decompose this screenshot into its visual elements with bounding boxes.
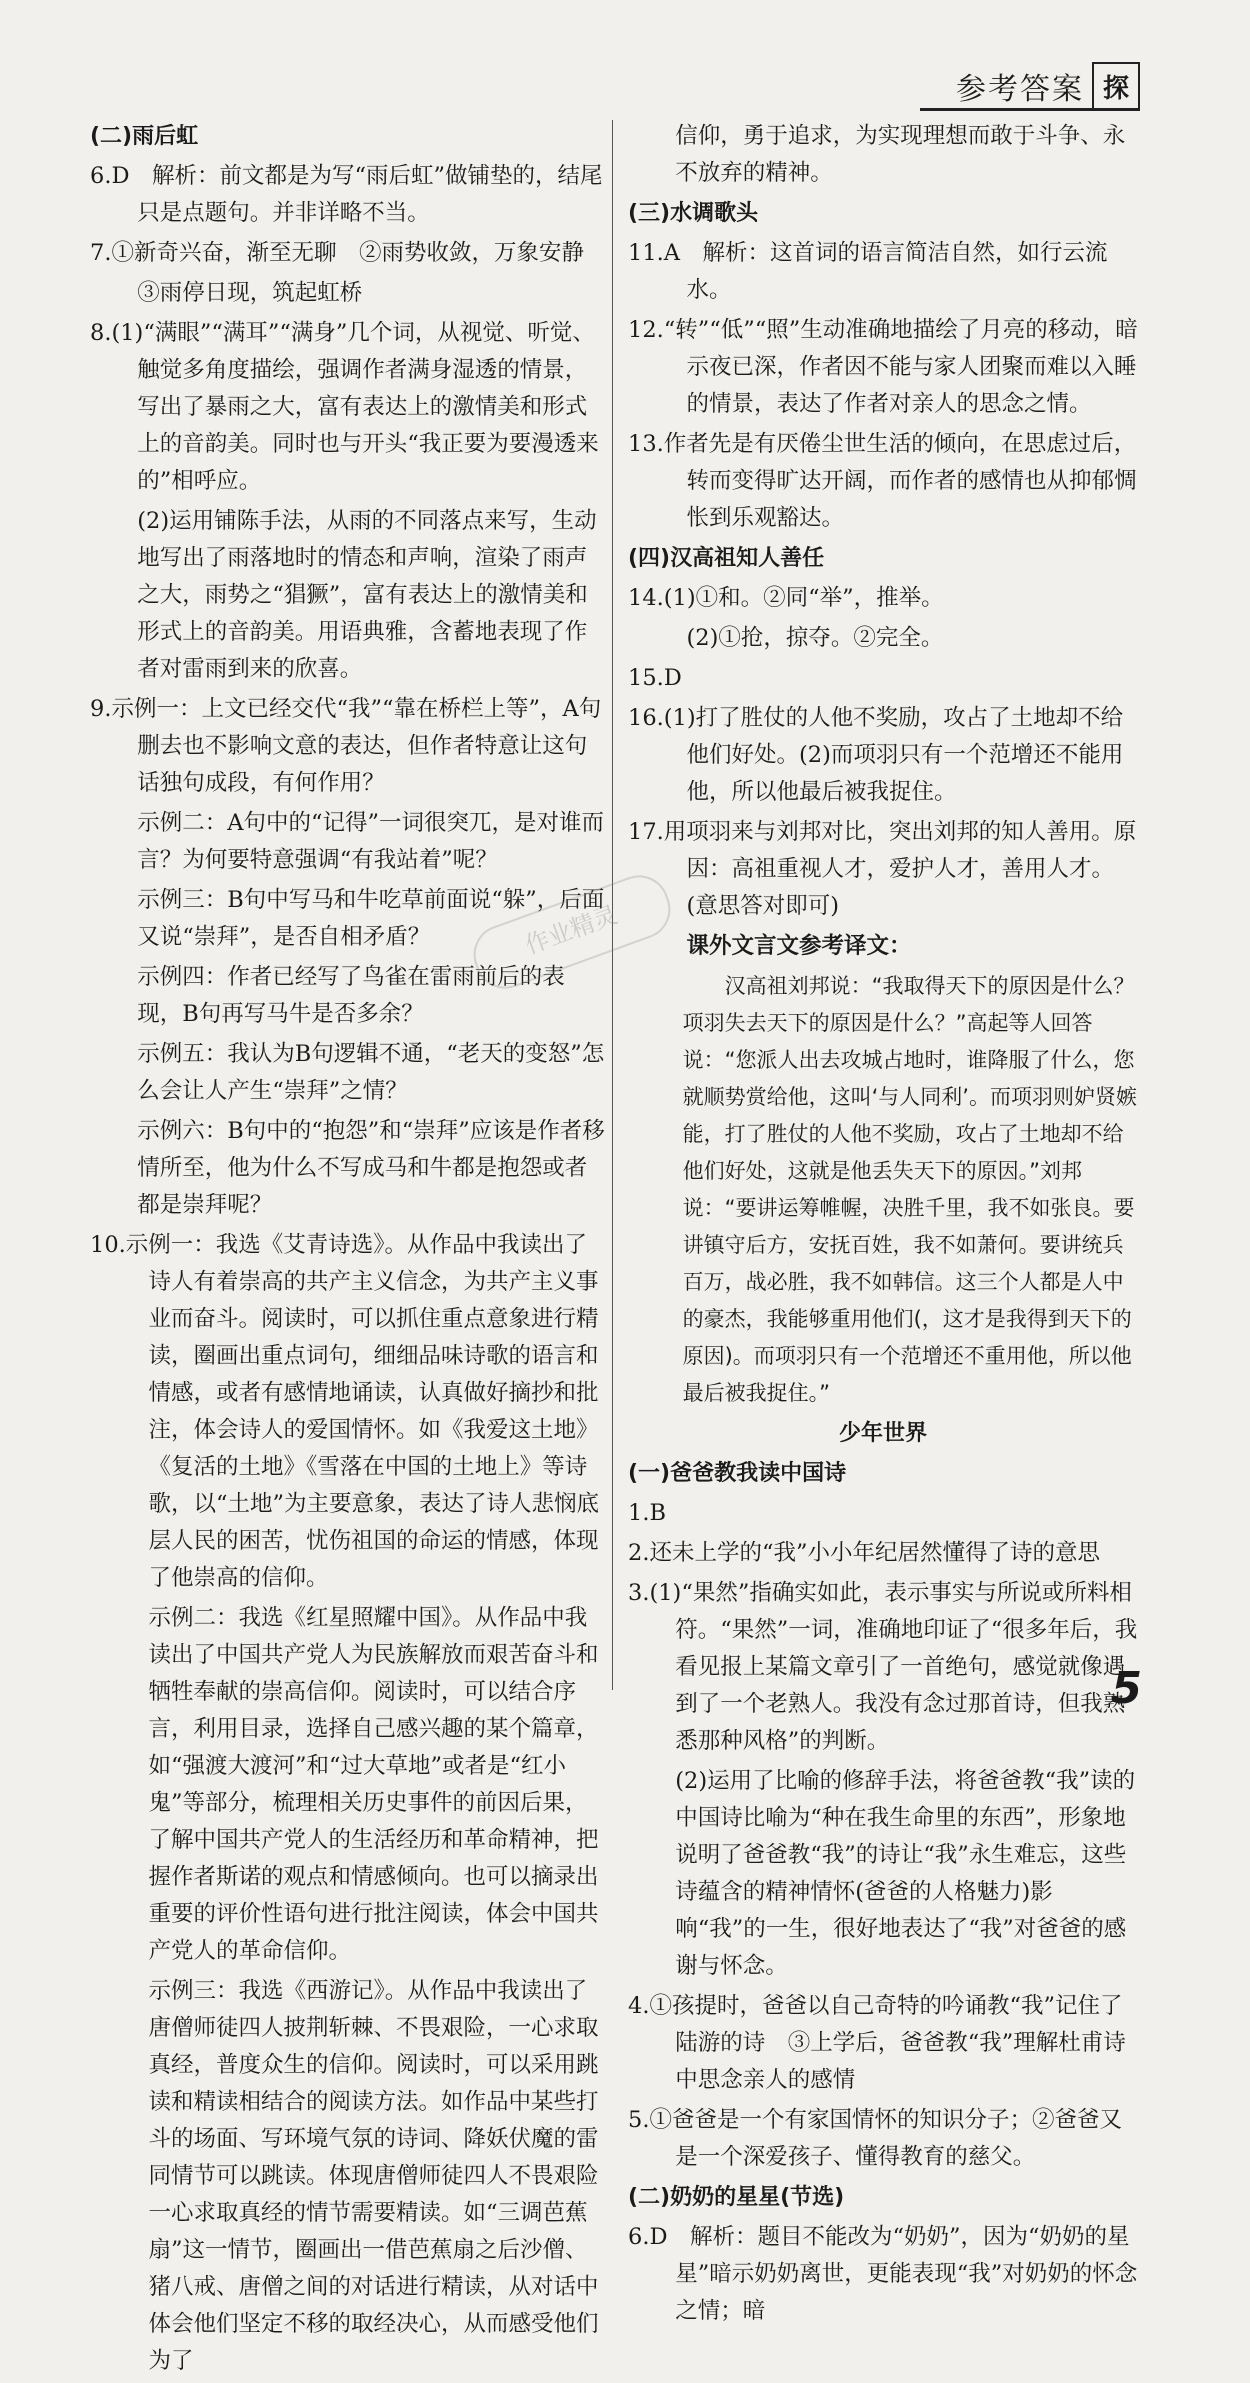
header-rule xyxy=(920,108,1140,111)
answer-item: 示例六：B句中的“抱怨”和“崇拜”应该是作者移情所至，他为什么不写成马和牛都是抱怨或者都是崇拜呢？ xyxy=(137,1118,605,1218)
section-heading: (三)水调歌头 xyxy=(628,201,759,226)
watermark-stamp: 作业精灵 xyxy=(465,867,679,997)
answer-item: ③雨停日现，筑起虹桥 xyxy=(137,280,363,306)
answer-item: 16.(1)打了胜仗的人他不奖励，攻占了土地却不给他们好处。(2)而项羽只有一个范增还不能用他，所以他最后被我捉住。 xyxy=(628,705,1124,805)
answer-item: (2)运用了比喻的修辞手法，将爸爸教“我”读的中国诗比喻为“种在我生命里的东西”，形象地说明了爸爸教“我”的诗让“我”永生难忘，这些诗蕴含的精神情怀(爸爸的人格魅力)影响“我”的一生，很好地表达了“我”对爸爸的感谢与怀念。 xyxy=(675,1768,1136,1979)
answer-item: 15.D xyxy=(628,665,682,691)
answer-item: 示例三：B句中写马和牛吃草前面说“躲”，后面又说“崇拜”，是否自相矛盾？ xyxy=(137,887,605,950)
answer-item: 11.A 解析：这首词的语言简洁自然，如行云流水。 xyxy=(628,240,1108,303)
answer-item: 6.D 解析：题目不能改为“奶奶”，因为“奶奶的星星”暗示奶奶离世，更能表现“我”对奶奶的怀念之情；暗 xyxy=(628,2224,1138,2324)
answer-item: 17.用项羽来与刘邦对比，突出刘邦的知人善用。原因：高祖重视人才，爱护人才，善用人才。(意思答对即可) xyxy=(628,819,1137,919)
answer-item: 6.D 解析：前文都是为写“雨后虹”做铺垫的，结尾只是点题句。并非详略不当。 xyxy=(90,163,603,226)
answer-item: 示例五：我认为B句逻辑不通，“老天的变怒”怎么会让人产生“崇拜”之情？ xyxy=(137,1041,605,1104)
translation-body: 汉高祖刘邦说：“我取得天下的原因是什么？项羽失去天下的原因是什么？”高起等人回答说：“您派人出去攻城占地时，谁降服了什么，您就顺势赏给他，这叫‘与人同利’。而项羽则妒贤嫉能，打了胜仗的人他不奖励，攻占了土地却不给他们好处，这就是他丢失天下的原因。”刘邦说：“要讲运筹帷幄，决胜千里，我不如张良。要讲镇守后方，安抚百姓，我不如萧何。要讲统兵百万，战必胜，我不如韩信。这三个人都是人中的豪杰，我能够重用他们(，这才是我得到天下的原因)。而项羽只有一个范增还不重用他，所以他最后被我捉住。” xyxy=(682,974,1137,1405)
answer-item: 4.①孩提时，爸爸以自己奇特的吟诵教“我”记住了陆游的诗 ③上学后，爸爸教“我”理解杜甫诗中思念亲人的感情 xyxy=(628,1993,1126,2093)
answer-item: 示例四：作者已经写了鸟雀在雷雨前后的表现，B句再写马牛是否多余？ xyxy=(137,964,565,1027)
answer-item: 2.还未上学的“我”小小年纪居然懂得了诗的意思 xyxy=(628,1540,1100,1566)
answer-item: 信仰，勇于追求，为实现理想而敢于斗争、永不放弃的精神。 xyxy=(675,123,1126,186)
answer-item: 10.示例一：我选《艾青诗选》。从作品中我读出了诗人有着崇高的共产主义信念，为共产主义事业而奋斗。阅读时，可以抓住重点意象进行精读，圈画出重点词句，细细品味诗歌的语言和情感，或者有感情地诵读，认真做好摘抄和批注，体会诗人的爱国情怀。如《我爱这土地》《复活的土地》《雪落在中国的土地上》等诗歌，以“土地”为主要意象，表达了诗人悲悯底层人民的困苦，忧伤祖国的命运的情感，体现了他崇高的信仰。 xyxy=(90,1232,600,1591)
answer-item: 9.示例一：上文已经交代“我”“靠在桥栏上等”，A句删去也不影响文意的表达，但作者特意让这句话独句成段，有何作用？ xyxy=(90,696,602,796)
answer-item: (2)运用铺陈手法，从雨的不同落点来写，生动地写出了雨落地时的情态和声响，渲染了雨声之大，雨势之“猖獗”，富有表达上的激情美和形式上的音韵美。用语典雅，含蓄地表现了作者对雷雨到来的欣喜。 xyxy=(137,508,597,682)
brand-logo: 探 xyxy=(1092,62,1140,110)
answer-item: 示例三：我选《西游记》。从作品中我读出了唐僧师徒四人披荆斩棘、不畏艰险，一心求取真经，普度众生的信仰。阅读时，可以采用跳读和精读相结合的阅读方法。如作品中某些打斗的场面、写环境气氛的诗词、降妖伏魔的雷同情节可以跳读。体现唐僧师徒四人不畏艰险一心求取真经的情节需要精读。如“三调芭蕉扇”这一情节，圈画出一借芭蕉扇之后沙僧、猪八戒、唐僧之间的对话进行精读，从对话中体会他们坚定不移的取经决心，从而感受他们为了 xyxy=(148,1978,599,2374)
left-column xyxy=(90,118,605,2383)
answer-item: 5.①爸爸是一个有家国情怀的知识分子；②爸爸又是一个深爱孩子、懂得教育的慈父。 xyxy=(628,2107,1122,2170)
answer-item: 12.“转”“低”“照”生动准确地描绘了月亮的移动，暗示夜已深，作者因不能与家人团聚而难以入睡的情景，表达了作者对亲人的思念之情。 xyxy=(628,317,1138,417)
section-heading: (二)雨后虹 xyxy=(90,124,199,149)
answer-item: 示例二：我选《红星照耀中国》。从作品中我读出了中国共产党人为民族解放而艰苦奋斗和牺牲奉献的崇高信仰。阅读时，可以结合序言，利用目录，选择自己感兴趣的某个篇章，如“强渡大渡河”和“过大草地”或者是“红小鬼”等部分，梳理相关历史事件的前因后果，了解中国共产党人的生活经历和革命精神，把握作者斯诺的观点和情感倾向。也可以摘录出重要的评价性语句进行批注阅读，体会中国共产党人的革命信仰。 xyxy=(148,1605,599,1964)
answer-item: (2)①抢，掠夺。②完全。 xyxy=(686,625,944,651)
right-column xyxy=(628,118,1138,2333)
page-header xyxy=(956,62,1140,110)
page-number: 5 xyxy=(1111,1663,1142,1714)
answer-item: 示例二：A句中的“记得”一词很突兀，是对谁而言？为何要特意强调“有我站着”呢？ xyxy=(137,810,605,873)
section-heading: (四)汉高祖知人善任 xyxy=(628,546,825,571)
translation-title: 课外文言文参考译文： xyxy=(686,933,912,959)
answer-item: 14.(1)①和。②同“举”，推举。 xyxy=(628,585,944,611)
answer-item: 7.①新奇兴奋，渐至无聊 ②雨势收敛，万象安静 xyxy=(90,240,584,266)
header-title: 参考答案 xyxy=(956,72,1084,107)
section-heading: (二)奶奶的星星(节选) xyxy=(628,2185,845,2210)
answer-item: 13.作者先是有厌倦尘世生活的倾向，在思虑过后，转而变得旷达开阔，而作者的感情也从抑郁惆怅到乐观豁达。 xyxy=(628,431,1137,531)
answer-item: 1.B xyxy=(628,1500,667,1526)
answer-item: 8.(1)“满眼”“满耳”“满身”几个词，从视觉、听觉、触觉多角度描绘，强调作者满身湿透的情景，写出了暴雨之大，富有表达上的激情美和形式上的音韵美。同时也与开头“我正要为要漫透来的”相呼应。 xyxy=(90,320,599,494)
section-heading: (一)爸爸教我读中国诗 xyxy=(628,1461,847,1486)
answer-item: 3.(1)“果然”指确实如此，表示事实与所说或所料相符。“果然”一词，准确地印证了“很多年后，我看见报上某篇文章引了一首绝句，感觉就像遇到了一个老熟人。我没有念过那首诗，但我熟悉那种风格”的判断。 xyxy=(628,1580,1138,1754)
unit-title: 少年世界 xyxy=(838,1421,927,1446)
